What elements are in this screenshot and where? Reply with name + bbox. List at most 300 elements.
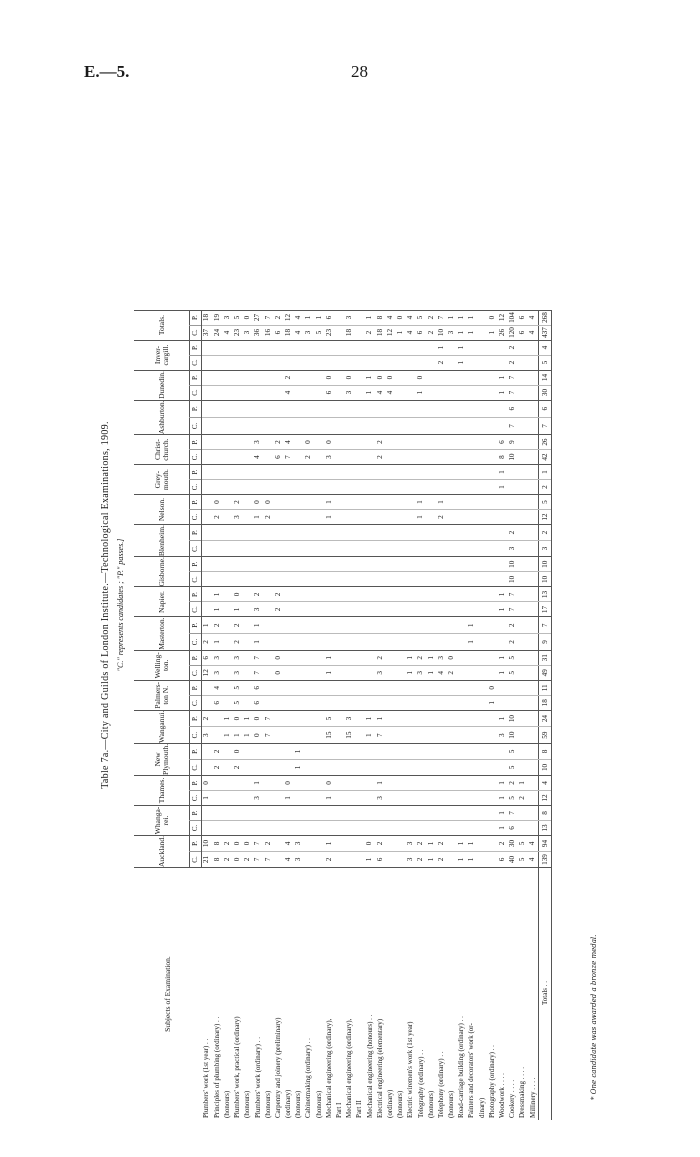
value-cell bbox=[324, 759, 334, 775]
value-cell bbox=[273, 775, 283, 790]
value-cell: 104 bbox=[508, 310, 518, 325]
value-cell: 5 bbox=[314, 325, 324, 340]
value-cell: 2 bbox=[233, 617, 243, 634]
value-cell bbox=[447, 835, 457, 851]
value-cell bbox=[528, 417, 539, 434]
value-cell bbox=[314, 465, 324, 480]
value-cell bbox=[314, 480, 324, 495]
value-cell: 0 bbox=[233, 743, 243, 759]
value-cell bbox=[385, 634, 395, 651]
value-cell bbox=[334, 572, 344, 587]
value-cell bbox=[477, 602, 487, 617]
value-cell: 2 bbox=[273, 587, 283, 602]
value-cell bbox=[304, 340, 314, 355]
value-cell bbox=[345, 541, 355, 557]
value-cell: 0 bbox=[233, 851, 243, 867]
value-cell bbox=[487, 650, 497, 665]
value-cell bbox=[294, 525, 304, 541]
value-cell bbox=[314, 400, 324, 417]
value-cell bbox=[416, 400, 426, 417]
location-header: Welling-ton. bbox=[134, 650, 190, 680]
value-cell bbox=[365, 525, 375, 541]
value-cell: 0 bbox=[202, 775, 213, 790]
value-cell: 1 bbox=[233, 602, 243, 617]
value-cell bbox=[467, 435, 477, 450]
value-cell bbox=[447, 480, 457, 495]
value-cell bbox=[233, 465, 243, 480]
value-cell bbox=[365, 743, 375, 759]
value-cell bbox=[508, 695, 518, 710]
total-value-cell: 18 bbox=[539, 695, 552, 710]
value-cell bbox=[304, 480, 314, 495]
value-cell: 1 bbox=[365, 851, 375, 867]
candidates-col-header: C. bbox=[190, 572, 202, 587]
value-cell bbox=[334, 680, 344, 695]
value-cell bbox=[447, 465, 457, 480]
value-cell bbox=[345, 743, 355, 759]
value-cell: 1 bbox=[324, 835, 334, 851]
value-cell bbox=[396, 510, 406, 525]
value-cell: 1 bbox=[497, 790, 507, 805]
value-cell bbox=[263, 557, 273, 572]
value-cell bbox=[416, 465, 426, 480]
value-cell bbox=[345, 435, 355, 450]
value-cell bbox=[487, 355, 497, 370]
value-cell bbox=[406, 710, 416, 727]
value-cell bbox=[406, 525, 416, 541]
value-cell bbox=[334, 385, 344, 400]
value-cell bbox=[477, 557, 487, 572]
value-cell bbox=[334, 557, 344, 572]
value-cell bbox=[426, 465, 436, 480]
value-cell bbox=[314, 617, 324, 634]
value-cell bbox=[294, 650, 304, 665]
value-cell: 1 bbox=[324, 495, 334, 510]
total-value-cell: 6 bbox=[539, 400, 552, 417]
value-cell bbox=[477, 790, 487, 805]
value-cell bbox=[243, 680, 253, 695]
value-cell bbox=[355, 310, 365, 325]
value-cell bbox=[406, 680, 416, 695]
value-cell bbox=[304, 370, 314, 385]
value-cell bbox=[334, 727, 344, 744]
value-cell bbox=[334, 480, 344, 495]
value-cell bbox=[416, 775, 426, 790]
value-cell bbox=[284, 759, 294, 775]
value-cell bbox=[324, 400, 334, 417]
value-cell bbox=[314, 759, 324, 775]
value-cell bbox=[396, 820, 406, 835]
passes-col-header: P. bbox=[190, 650, 202, 665]
value-cell bbox=[365, 340, 375, 355]
value-cell bbox=[253, 743, 263, 759]
value-cell bbox=[355, 525, 365, 541]
table-footnote: * One candidate was awarded a bronze medal. bbox=[590, 934, 598, 1100]
table-subcaption: "C." represents candidates ; "P." passes.] bbox=[116, 538, 125, 672]
value-cell bbox=[518, 541, 528, 557]
value-cell bbox=[385, 400, 395, 417]
value-cell: 2 bbox=[202, 634, 213, 651]
value-cell: 0 bbox=[345, 370, 355, 385]
value-cell bbox=[365, 665, 375, 680]
value-cell: 6 bbox=[518, 325, 528, 340]
value-cell bbox=[385, 525, 395, 541]
value-cell bbox=[314, 370, 324, 385]
value-cell bbox=[294, 775, 304, 790]
value-cell bbox=[304, 743, 314, 759]
value-cell bbox=[528, 510, 539, 525]
value-cell bbox=[487, 634, 497, 651]
total-value-cell: 5 bbox=[539, 495, 552, 510]
value-cell bbox=[263, 775, 273, 790]
value-cell: 4 bbox=[528, 325, 539, 340]
value-cell bbox=[284, 557, 294, 572]
value-cell bbox=[416, 450, 426, 465]
total-value-cell: 1 bbox=[539, 465, 552, 480]
candidates-col-header: C. bbox=[190, 790, 202, 805]
value-cell: 3 bbox=[406, 835, 416, 851]
value-cell: 1 bbox=[212, 587, 222, 602]
location-header: Masterton. bbox=[134, 617, 190, 650]
value-cell bbox=[314, 710, 324, 727]
value-cell bbox=[375, 680, 385, 695]
value-cell bbox=[273, 820, 283, 835]
value-cell bbox=[212, 417, 222, 434]
subject-cell: Photography (ordinary) . . bbox=[487, 868, 497, 1121]
value-cell bbox=[334, 541, 344, 557]
total-value-cell: 49 bbox=[539, 665, 552, 680]
value-cell bbox=[477, 525, 487, 541]
value-cell bbox=[426, 602, 436, 617]
value-cell bbox=[447, 572, 457, 587]
value-cell bbox=[273, 340, 283, 355]
value-cell bbox=[202, 400, 213, 417]
value-cell bbox=[345, 525, 355, 541]
value-cell: 1 bbox=[212, 602, 222, 617]
value-cell bbox=[314, 634, 324, 651]
value-cell: 18 bbox=[284, 325, 294, 340]
value-cell: 4 bbox=[294, 310, 304, 325]
value-cell bbox=[365, 541, 375, 557]
value-cell bbox=[365, 400, 375, 417]
value-cell bbox=[304, 541, 314, 557]
value-cell bbox=[487, 572, 497, 587]
value-cell bbox=[212, 727, 222, 744]
value-cell bbox=[518, 820, 528, 835]
total-value-cell: 3 bbox=[539, 541, 552, 557]
value-cell bbox=[284, 400, 294, 417]
value-cell: 3 bbox=[416, 665, 426, 680]
value-cell bbox=[284, 602, 294, 617]
value-cell bbox=[345, 634, 355, 651]
value-cell bbox=[436, 775, 446, 790]
value-cell bbox=[518, 665, 528, 680]
value-cell: 1 bbox=[467, 310, 477, 325]
value-cell bbox=[365, 450, 375, 465]
table-row bbox=[365, 310, 375, 1120]
value-cell bbox=[243, 743, 253, 759]
value-cell bbox=[212, 465, 222, 480]
value-cell: 1 bbox=[222, 727, 232, 744]
subject-cell: Cabinetmaking (ordinary) . . bbox=[304, 868, 314, 1121]
table-row bbox=[212, 310, 222, 1120]
value-cell bbox=[436, 680, 446, 695]
value-cell: 1 bbox=[426, 665, 436, 680]
value-cell bbox=[355, 417, 365, 434]
value-cell: 23 bbox=[324, 325, 334, 340]
value-cell bbox=[222, 480, 232, 495]
value-cell bbox=[436, 572, 446, 587]
value-cell: 3 bbox=[304, 325, 314, 340]
value-cell: 1 bbox=[457, 355, 467, 370]
value-cell: 2 bbox=[233, 759, 243, 775]
total-value-cell: 17 bbox=[539, 602, 552, 617]
value-cell: 2 bbox=[416, 650, 426, 665]
value-cell bbox=[457, 695, 467, 710]
value-cell bbox=[487, 510, 497, 525]
value-cell bbox=[467, 370, 477, 385]
document-reference: E.—5. bbox=[84, 62, 130, 81]
value-cell bbox=[375, 525, 385, 541]
value-cell: 6 bbox=[273, 450, 283, 465]
value-cell bbox=[294, 805, 304, 820]
value-cell bbox=[457, 557, 467, 572]
value-cell bbox=[233, 355, 243, 370]
value-cell bbox=[365, 775, 375, 790]
value-cell: 1 bbox=[497, 805, 507, 820]
value-cell bbox=[243, 340, 253, 355]
value-cell bbox=[406, 805, 416, 820]
value-cell bbox=[294, 495, 304, 510]
value-cell bbox=[304, 510, 314, 525]
location-header: Blenheim. bbox=[134, 525, 190, 557]
value-cell bbox=[467, 525, 477, 541]
value-cell: 4 bbox=[284, 385, 294, 400]
value-cell bbox=[406, 385, 416, 400]
value-cell: 1 bbox=[324, 510, 334, 525]
value-cell bbox=[355, 385, 365, 400]
value-cell bbox=[355, 790, 365, 805]
value-cell bbox=[467, 790, 477, 805]
value-cell bbox=[518, 572, 528, 587]
subject-cell: (honours) bbox=[447, 868, 457, 1121]
value-cell bbox=[457, 634, 467, 651]
value-cell bbox=[436, 541, 446, 557]
value-cell bbox=[436, 417, 446, 434]
value-cell bbox=[385, 572, 395, 587]
value-cell bbox=[477, 710, 487, 727]
value-cell bbox=[416, 710, 426, 727]
total-value-cell: 5 bbox=[539, 355, 552, 370]
value-cell bbox=[334, 525, 344, 541]
total-value-cell: 268 bbox=[539, 310, 552, 325]
value-cell bbox=[365, 695, 375, 710]
value-cell bbox=[426, 541, 436, 557]
value-cell bbox=[273, 805, 283, 820]
value-cell: 2 bbox=[375, 835, 385, 851]
value-cell: 3 bbox=[447, 325, 457, 340]
value-cell bbox=[528, 617, 539, 634]
value-cell bbox=[284, 695, 294, 710]
value-cell: 7 bbox=[508, 385, 518, 400]
value-cell bbox=[345, 400, 355, 417]
value-cell bbox=[212, 790, 222, 805]
value-cell bbox=[324, 557, 334, 572]
value-cell: 2 bbox=[436, 851, 446, 867]
value-cell bbox=[212, 820, 222, 835]
value-cell bbox=[345, 495, 355, 510]
value-cell: 12 bbox=[284, 310, 294, 325]
value-cell: 2 bbox=[518, 790, 528, 805]
value-cell: 0 bbox=[263, 495, 273, 510]
value-cell bbox=[222, 820, 232, 835]
value-cell bbox=[222, 775, 232, 790]
value-cell bbox=[497, 634, 507, 651]
value-cell bbox=[222, 435, 232, 450]
value-cell bbox=[396, 759, 406, 775]
value-cell bbox=[385, 650, 395, 665]
value-cell bbox=[345, 805, 355, 820]
value-cell: 3 bbox=[243, 325, 253, 340]
value-cell bbox=[334, 450, 344, 465]
value-cell bbox=[263, 355, 273, 370]
total-value-cell: 7 bbox=[539, 417, 552, 434]
value-cell: 2 bbox=[212, 510, 222, 525]
value-cell bbox=[477, 385, 487, 400]
value-cell bbox=[314, 525, 324, 541]
value-cell: 18 bbox=[375, 325, 385, 340]
value-cell bbox=[416, 634, 426, 651]
total-value-cell: 31 bbox=[539, 650, 552, 665]
value-cell bbox=[385, 743, 395, 759]
total-value-cell: 59 bbox=[539, 727, 552, 744]
value-cell bbox=[222, 587, 232, 602]
value-cell bbox=[385, 417, 395, 434]
value-cell: 2 bbox=[222, 851, 232, 867]
value-cell bbox=[528, 572, 539, 587]
subject-cell: Telephony (ordinary) . . bbox=[436, 868, 446, 1121]
value-cell bbox=[487, 602, 497, 617]
value-cell bbox=[304, 665, 314, 680]
passes-col-header: P. bbox=[190, 835, 202, 851]
value-cell bbox=[222, 370, 232, 385]
table-row bbox=[253, 310, 263, 1120]
table-row bbox=[243, 310, 253, 1120]
value-cell bbox=[467, 355, 477, 370]
value-cell: 5 bbox=[518, 835, 528, 851]
value-cell bbox=[365, 820, 375, 835]
table-row bbox=[263, 310, 273, 1120]
subject-cell: Plumbers' work (1st year) . . bbox=[202, 868, 213, 1121]
value-cell bbox=[436, 450, 446, 465]
value-cell bbox=[487, 710, 497, 727]
value-cell bbox=[355, 727, 365, 744]
value-cell bbox=[284, 465, 294, 480]
candidates-col-header: C. bbox=[190, 851, 202, 867]
value-cell bbox=[518, 385, 528, 400]
value-cell bbox=[365, 572, 375, 587]
value-cell bbox=[528, 650, 539, 665]
value-cell: 3 bbox=[345, 385, 355, 400]
value-cell bbox=[497, 510, 507, 525]
value-cell bbox=[396, 370, 406, 385]
value-cell bbox=[518, 340, 528, 355]
table-row bbox=[284, 310, 294, 1120]
value-cell bbox=[222, 417, 232, 434]
value-cell bbox=[253, 417, 263, 434]
value-cell: 0 bbox=[324, 435, 334, 450]
value-cell bbox=[314, 450, 324, 465]
value-cell: 5 bbox=[233, 680, 243, 695]
value-cell bbox=[273, 634, 283, 651]
value-cell bbox=[202, 385, 213, 400]
value-cell bbox=[273, 495, 283, 510]
value-cell bbox=[284, 650, 294, 665]
passes-col-header: P. bbox=[190, 743, 202, 759]
value-cell bbox=[477, 370, 487, 385]
value-cell bbox=[426, 759, 436, 775]
value-cell bbox=[375, 695, 385, 710]
value-cell bbox=[406, 775, 416, 790]
value-cell bbox=[487, 385, 497, 400]
value-cell: 1 bbox=[243, 710, 253, 727]
value-cell: 8 bbox=[212, 851, 222, 867]
value-cell bbox=[467, 775, 477, 790]
value-cell bbox=[487, 805, 497, 820]
value-cell bbox=[212, 435, 222, 450]
value-cell bbox=[436, 727, 446, 744]
value-cell: 120 bbox=[508, 325, 518, 340]
value-cell bbox=[273, 743, 283, 759]
value-cell bbox=[314, 572, 324, 587]
value-cell: 1 bbox=[324, 665, 334, 680]
value-cell bbox=[467, 400, 477, 417]
value-cell bbox=[467, 417, 477, 434]
total-value-cell: 26 bbox=[539, 435, 552, 450]
value-cell: 1 bbox=[202, 790, 213, 805]
value-cell bbox=[426, 790, 436, 805]
value-cell bbox=[467, 587, 477, 602]
value-cell bbox=[508, 495, 518, 510]
value-cell: 1 bbox=[497, 650, 507, 665]
value-cell bbox=[416, 541, 426, 557]
value-cell bbox=[447, 790, 457, 805]
value-cell: 2 bbox=[497, 835, 507, 851]
value-cell bbox=[345, 695, 355, 710]
value-cell: 2 bbox=[324, 851, 334, 867]
value-cell bbox=[355, 665, 365, 680]
value-cell bbox=[233, 572, 243, 587]
value-cell bbox=[467, 495, 477, 510]
value-cell bbox=[222, 450, 232, 465]
value-cell bbox=[304, 805, 314, 820]
value-cell bbox=[396, 465, 406, 480]
location-header: Ashburton. bbox=[134, 400, 190, 435]
value-cell bbox=[508, 480, 518, 495]
value-cell bbox=[294, 587, 304, 602]
value-cell bbox=[304, 710, 314, 727]
value-cell bbox=[284, 495, 294, 510]
value-cell bbox=[518, 510, 528, 525]
value-cell bbox=[487, 417, 497, 434]
value-cell bbox=[477, 617, 487, 634]
value-cell: 2 bbox=[416, 851, 426, 867]
value-cell bbox=[457, 400, 467, 417]
value-cell bbox=[355, 805, 365, 820]
value-cell bbox=[243, 435, 253, 450]
value-cell: 3 bbox=[253, 790, 263, 805]
value-cell bbox=[487, 541, 497, 557]
